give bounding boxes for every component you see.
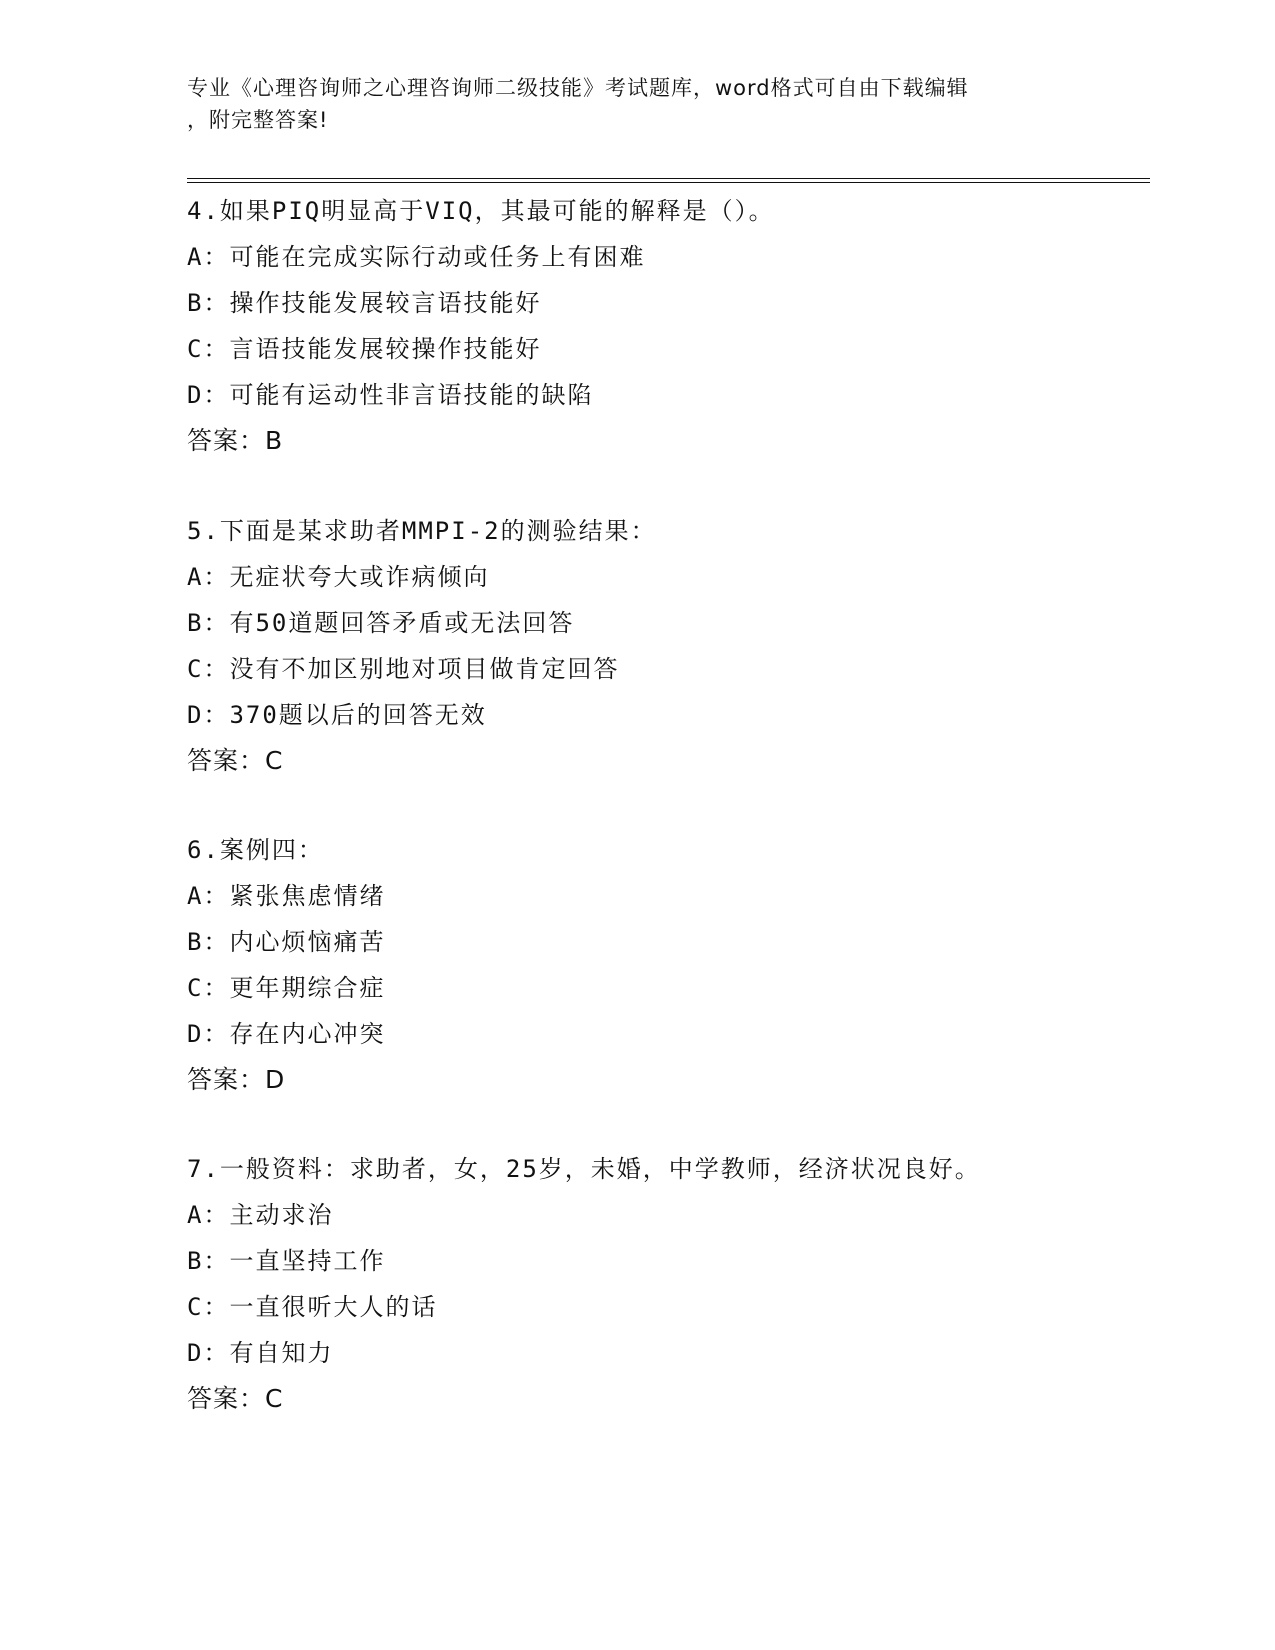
option-d: D：可能有运动性非言语技能的缺陷 (187, 381, 594, 409)
question-block (187, 827, 1147, 1103)
question-block (187, 188, 1147, 464)
option-a: A：主动求治 (187, 1201, 334, 1229)
question-block (187, 1146, 1147, 1422)
option-d: D：有自知力 (187, 1339, 334, 1367)
option-b: B：内心烦恼痛苦 (187, 928, 386, 956)
answer-line: 答案：C (187, 1384, 284, 1413)
answer-line: 答案：C (187, 746, 284, 775)
header-line-1: 专业《心理咨询师之心理咨询师二级技能》考试题库，word格式可自由下载编辑 (187, 76, 969, 100)
answer-line: 答案：B (187, 426, 284, 455)
option-b: B：操作技能发展较言语技能好 (187, 289, 542, 317)
answer-line: 答案：D (187, 1065, 286, 1094)
option-a: A：无症状夸大或诈病倾向 (187, 563, 490, 591)
option-c: C：更年期综合症 (187, 974, 386, 1002)
option-c: C：没有不加区别地对项目做肯定回答 (187, 655, 620, 683)
question-stem: 7.一般资料：求助者，女，25岁，未婚，中学教师，经济状况良好。 (187, 1155, 981, 1183)
document-header (187, 72, 1087, 136)
option-c: C：一直很听大人的话 (187, 1293, 438, 1321)
header-line-2: ，附完整答案! (187, 108, 329, 132)
option-a: A：紧张焦虑情绪 (187, 882, 386, 910)
option-d: D：存在内心冲突 (187, 1020, 386, 1048)
question-stem: 4.如果PIQ明显高于VIQ，其最可能的解释是（）。 (187, 197, 775, 225)
option-b: B：有50道题回答矛盾或无法回答 (187, 609, 575, 637)
header-divider (187, 178, 1150, 183)
option-a: A：可能在完成实际行动或任务上有困难 (187, 243, 646, 271)
question-stem: 5.下面是某求助者MMPI-2的测验结果： (187, 517, 657, 545)
question-block (187, 508, 1147, 784)
option-c: C：言语技能发展较操作技能好 (187, 335, 542, 363)
question-stem: 6.案例四： (187, 836, 324, 864)
option-d: D：370题以后的回答无效 (187, 701, 487, 729)
option-b: B：一直坚持工作 (187, 1247, 386, 1275)
